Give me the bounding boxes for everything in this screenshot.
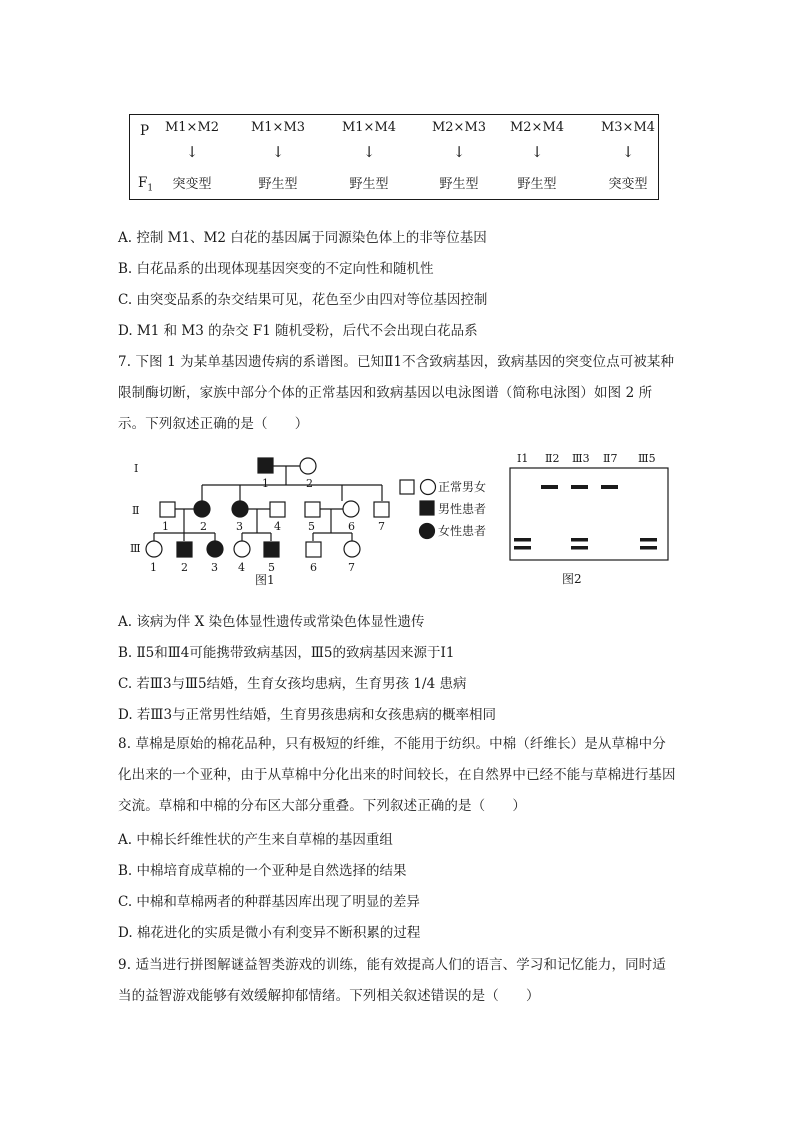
lane-label: Ⅲ5 [638, 452, 656, 465]
lane-label: Ⅱ7 [603, 452, 618, 465]
ind-label: 5 [268, 561, 275, 574]
gen-label-I: Ⅰ [134, 462, 139, 475]
q6-option-d: D. M1 和 M3 的杂交 F1 随机受粉，后代不会出现白花品系 [118, 323, 478, 339]
lane-label: Ⅱ2 [545, 452, 560, 465]
q6-option-a: A. 控制 M1、M2 白花的基因属于同源染色体上的非等位基因 [118, 230, 487, 246]
result-5: 野生型 [517, 177, 557, 192]
lane-label: Ⅲ3 [572, 452, 590, 465]
fig2-caption: 图2 [562, 572, 582, 586]
ind-label: 2 [306, 477, 313, 490]
ind-label: 2 [181, 561, 188, 574]
result-1: 突变型 [172, 177, 212, 192]
arrow-down-icon: ↓ [452, 143, 466, 161]
arrow-down-icon: ↓ [362, 143, 376, 161]
legend-normal: 正常男女 [438, 480, 487, 494]
q8-stem: 8. 草棉是原始的棉花品种，只有极短的纤维，不能用于纺织。中棉（纤维长）是从草棉中分化出来的一个亚种，由于从草棉中分化出来的时间较长，在自然界中已经不能与草棉进行基因交流。草棉和中棉的分布区大部分重叠。下列叙述正确的是（ ） [118, 736, 676, 814]
ind-label: 3 [211, 561, 218, 574]
lane-label: Ⅰ1 [517, 452, 529, 465]
ind-label: 7 [378, 520, 385, 533]
q6-option-b: B. 白花品系的出现体现基因突变的不定向性和随机性 [118, 261, 434, 277]
arrow-down-icon: ↓ [530, 143, 544, 161]
q7-option-a: A. 该病为伴 X 染色体显性遗传或常染色体显性遗传 [118, 614, 425, 630]
arrow-down-icon: ↓ [621, 143, 635, 161]
q8-option-b: B. 中棉培育成草棉的一个亚种是自然选择的结果 [118, 863, 407, 879]
ind-label: 3 [236, 520, 243, 533]
result-6: 突变型 [608, 177, 648, 192]
ind-label: 5 [308, 520, 315, 533]
ind-label: 6 [348, 520, 355, 533]
cross-1: M1×M2 [164, 120, 220, 135]
legend-female-patient: 女性患者 [438, 524, 487, 538]
cross-5: M2×M4 [509, 120, 565, 135]
p-label: P [140, 123, 150, 139]
ind-label: 1 [262, 477, 269, 490]
legend-male-patient: 男性患者 [438, 502, 487, 516]
q8-option-d: D. 棉花进化的实质是微小有利变异不断积累的过程 [118, 925, 421, 941]
fig1-caption: 图1 [255, 573, 275, 587]
q7-option-c: C. 若Ⅲ3与Ⅲ5结婚，生育女孩均患病，生育男孩 1/4 患病 [118, 676, 467, 692]
gen-label-II: Ⅱ [132, 504, 140, 517]
q7-option-b: B. Ⅱ5和Ⅲ4可能携带致病基因，Ⅲ5的致病基因来源于Ⅰ1 [118, 645, 455, 661]
cross-6: M3×M4 [600, 120, 656, 135]
gel-figure [505, 448, 675, 588]
ind-label: 1 [150, 561, 157, 574]
arrow-down-icon: ↓ [271, 143, 285, 161]
ind-label: 6 [310, 561, 317, 574]
q9-stem: 9. 适当进行拼图解谜益智类游戏的训练，能有效提高人们的语言、学习和记忆能力，同时适当的益智游戏能够有效缓解抑郁情绪。下列相关叙述错误的是（ ） [118, 957, 666, 1004]
result-2: 野生型 [258, 177, 298, 192]
gen-label-III: Ⅲ [130, 542, 141, 555]
arrow-down-icon: ↓ [185, 143, 199, 161]
ind-label: 2 [200, 520, 207, 533]
cross-2: M1×M3 [250, 120, 306, 135]
q8-option-a: A. 中棉长纤维性状的产生来自草棉的基因重组 [118, 832, 393, 848]
ind-label: 7 [348, 561, 355, 574]
q7-option-d: D. 若Ⅲ3与正常男性结婚，生育男孩患病和女孩患病的概率相同 [118, 707, 497, 723]
result-3: 野生型 [349, 177, 389, 192]
pedigree-figure [120, 445, 500, 590]
cross-table [129, 114, 659, 200]
f1-label: $F_1$ [138, 175, 154, 194]
ind-label: 4 [274, 520, 281, 533]
ind-label: 1 [162, 520, 169, 533]
cross-4: M2×M3 [431, 120, 487, 135]
q6-option-c: C. 由突变品系的杂交结果可见，花色至少由四对等位基因控制 [118, 292, 488, 308]
ind-label: 4 [238, 561, 245, 574]
cross-3: M1×M4 [341, 120, 397, 135]
result-4: 野生型 [439, 177, 479, 192]
q8-option-c: C. 中棉和草棉两者的种群基因库出现了明显的差异 [118, 894, 420, 910]
q7-stem: 7. 下图 1 为某单基因遗传病的系谱图。已知Ⅱ1不含致病基因，致病基因的突变位点可被某种限制酶切断，家族中部分个体的正常基因和致病基因以电泳图谱（简称电泳图）如图 2 所示。下列叙述正确的是（ ） [118, 354, 675, 432]
